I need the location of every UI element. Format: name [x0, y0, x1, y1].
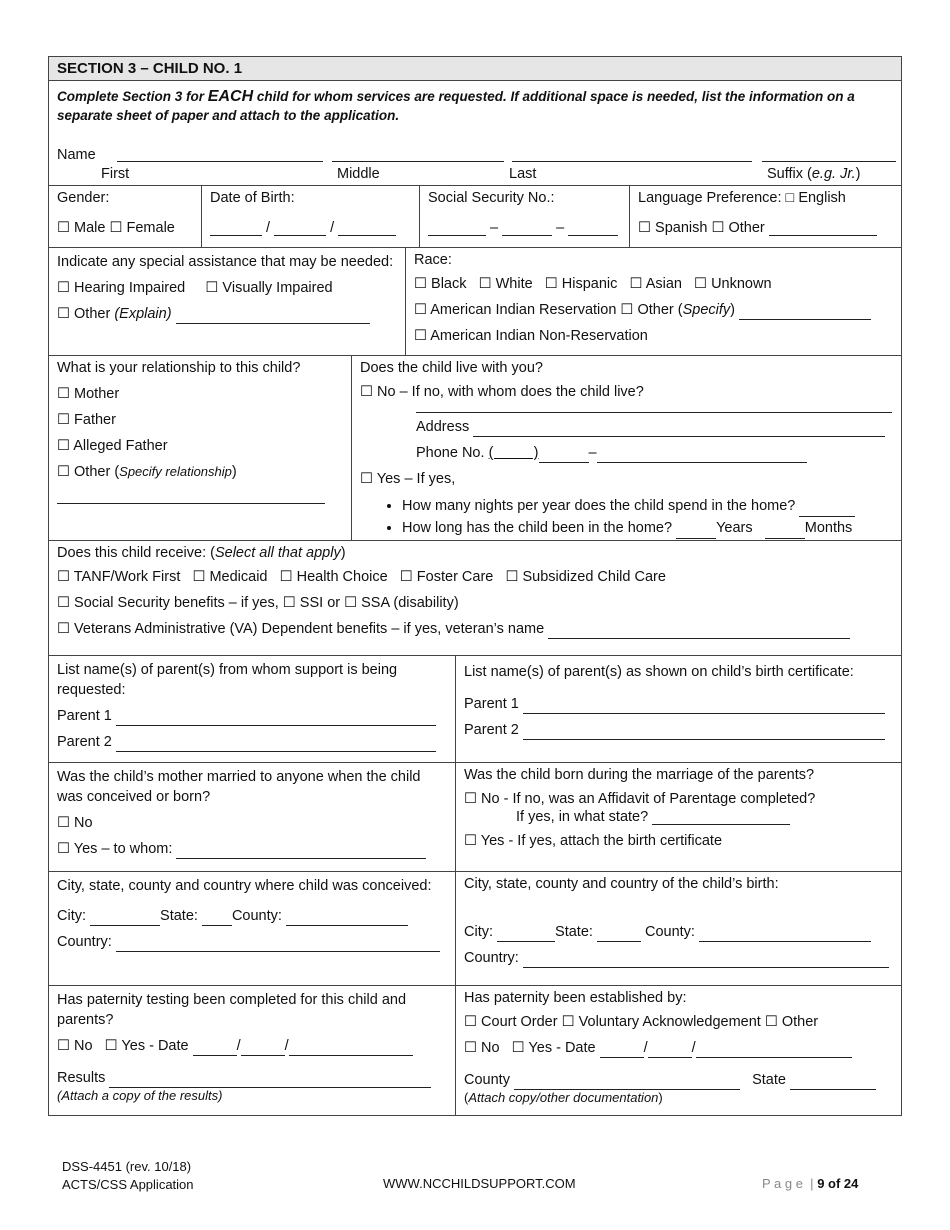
page-number: P a g e | 9 of 24 — [762, 1176, 859, 1191]
testing-label: Has paternity testing been completed for this child and parents? — [57, 992, 407, 1028]
relationship-cell — [49, 356, 351, 540]
relationship-father[interactable]: ☐ Father — [57, 412, 116, 428]
ssn-cell — [419, 186, 629, 247]
relationship-other-field[interactable] — [57, 489, 325, 504]
suffix-field[interactable] — [762, 147, 896, 162]
dob-label: Date of Birth: — [210, 190, 295, 206]
born-marriage-cell — [455, 763, 901, 871]
race-options-1[interactable]: ☐ Black ☐ White ☐ Hispanic ☐ Asian ☐ Unknown — [414, 276, 772, 292]
conceived-city-state-county[interactable]: City: State: County: — [57, 906, 447, 926]
bornmarriage-label: Was the child born during the marriage of the parents? — [464, 767, 815, 783]
paternity-established-cell — [455, 986, 901, 1115]
phone-field[interactable]: Phone No. ( ) – — [416, 443, 893, 463]
established-label: Has paternity been established by: — [464, 990, 687, 1006]
gender-options[interactable]: ☐ Male ☐ Female — [57, 220, 175, 236]
support-parents-cell — [49, 656, 455, 762]
dob-field[interactable]: / / — [210, 220, 411, 236]
lives-label: Does the child live with you? — [360, 360, 543, 376]
special-assistance-cell — [49, 248, 405, 355]
established-methods[interactable]: ☐ Court Order ☐ Voluntary Acknowledgement ☐ Other — [464, 1014, 819, 1030]
duration-question[interactable]: • How long has the child been in the home? Years Months — [402, 517, 893, 539]
first-name-field[interactable] — [117, 147, 323, 162]
birth-cert-parents-cell — [455, 656, 901, 762]
bornmarriage-no[interactable]: ☐ No - If no, was an Affidavit of Parentage completed? — [464, 791, 816, 807]
birth-location-cell — [455, 872, 901, 985]
race-options-3[interactable]: ☐ American Indian Non-Reservation — [414, 328, 648, 344]
dob-cell — [201, 186, 419, 247]
last-name-field[interactable] — [512, 147, 752, 162]
conceived-label: City, state, county and country where child was conceived: — [57, 878, 432, 894]
suffix-caption: Suffix (e.g. Jr.) — [767, 166, 861, 182]
address-field[interactable]: Address — [416, 417, 893, 437]
support-parent-1[interactable]: Parent 1 — [57, 706, 447, 726]
birthplace-label: City, state, county and country of the child’s birth: — [464, 876, 779, 892]
lives-yes-questions — [360, 495, 893, 539]
ssn-field[interactable]: – – — [428, 220, 621, 236]
relationship-mother[interactable]: ☐ Mother — [57, 386, 120, 402]
ssn-label: Social Security No.: — [428, 190, 555, 206]
race-options-2[interactable]: ☐ American Indian Reservation ☐ Other (Specify) — [414, 300, 893, 320]
lives-no[interactable]: ☐ No – If no, with whom does the child live? — [360, 384, 644, 400]
gender-label: Gender: — [57, 190, 110, 206]
last-caption: Last — [509, 166, 537, 182]
birthcert-parent-1[interactable]: Parent 1 — [464, 694, 893, 714]
benefits-options-2[interactable]: ☐ Social Security benefits – if yes, ☐ SSI or ☐ SSA (disability) — [57, 595, 459, 611]
name-block — [49, 80, 901, 185]
first-caption: First — [101, 166, 130, 182]
special-options[interactable]: ☐ Hearing Impaired ☐ Visually Impaired — [57, 280, 333, 296]
birthcert-label: List name(s) of parent(s) as shown on child’s birth certificate: — [464, 664, 854, 680]
conceived-location-cell — [49, 872, 455, 985]
established-options[interactable]: ☐ No ☐ Yes - Date / / — [464, 1038, 893, 1058]
testing-note: (Attach a copy of the results) — [57, 1088, 223, 1103]
birth-country[interactable]: Country: — [464, 948, 893, 968]
married-no[interactable]: ☐ No — [57, 815, 93, 831]
special-label: Indicate any special assistance that may be needed: — [57, 254, 394, 270]
race-label: Race: — [414, 252, 452, 268]
child-section-form — [48, 56, 902, 1116]
section-title: SECTION 3 – CHILD NO. 1 — [49, 57, 901, 80]
application-name: ACTS/CSS Application — [62, 1177, 194, 1192]
benefits-options-3[interactable]: ☐ Veterans Administrative (VA) Dependent benefits – if yes, veteran’s name — [57, 619, 893, 639]
nights-question[interactable]: • How many nights per year does the child spend in the home? — [402, 495, 893, 517]
support-label: List name(s) of parent(s) from whom support is being requested: — [57, 662, 398, 698]
footer-left — [62, 1158, 194, 1194]
english-checkbox[interactable]: □ English — [785, 190, 846, 206]
birthcert-parent-2[interactable]: Parent 2 — [464, 720, 893, 740]
name-label: Name — [57, 147, 96, 163]
married-label: Was the child’s mother married to anyone when the child was conceived or born? — [57, 769, 421, 805]
whom-field[interactable] — [416, 412, 892, 413]
lives-yes[interactable]: ☐ Yes – If yes, — [360, 471, 456, 487]
bornmarriage-yes[interactable]: ☐ Yes - If yes, attach the birth certificate — [464, 833, 723, 849]
language-options[interactable]: ☐ Spanish ☐ Other — [638, 220, 893, 236]
relationship-label: What is your relationship to this child? — [57, 360, 301, 376]
testing-results[interactable]: Results — [57, 1068, 447, 1088]
middle-caption: Middle — [337, 166, 380, 182]
benefits-label: Does this child receive: (Select all that apply) — [57, 545, 346, 561]
race-cell — [405, 248, 901, 355]
testing-options[interactable]: ☐ No ☐ Yes - Date / / — [57, 1036, 447, 1056]
middle-name-field[interactable] — [332, 147, 504, 162]
established-note: (Attach copy/other documentation) — [464, 1090, 663, 1105]
support-parent-2[interactable]: Parent 2 — [57, 732, 447, 752]
conceived-country[interactable]: Country: — [57, 932, 447, 952]
established-county-state[interactable]: County State — [464, 1070, 893, 1090]
special-other[interactable]: ☐ Other (Explain) — [57, 304, 397, 324]
relationship-alleged-father[interactable]: ☐ Alleged Father — [57, 438, 168, 454]
benefits-cell — [49, 541, 901, 655]
lives-with-cell — [351, 356, 901, 540]
paternity-testing-cell — [49, 986, 455, 1115]
benefits-options-1[interactable]: ☐ TANF/Work First ☐ Medicaid ☐ Health Choice ☐ Foster Care ☐ Subsidized Child Care — [57, 569, 666, 585]
gender-cell — [49, 186, 201, 247]
language-cell — [629, 186, 901, 247]
married-yes[interactable]: ☐ Yes – to whom: — [57, 839, 447, 859]
footer-url: WWW.NCCHILDSUPPORT.COM — [383, 1176, 576, 1191]
form-number: DSS-4451 (rev. 10/18) — [62, 1159, 192, 1174]
mother-married-cell — [49, 763, 455, 871]
birth-city-state-county[interactable]: City: State: County: — [464, 922, 893, 942]
language-label: Language Preference: □ English — [638, 190, 846, 206]
section-instructions: Complete Section 3 for EACH child for whom services are requested. If additional space is needed, list the information on a separate sheet of paper and attach to the application. — [57, 88, 855, 123]
relationship-other[interactable]: ☐ Other (Specify relationship) — [57, 464, 237, 480]
affidavit-state[interactable]: If yes, in what state? — [516, 809, 893, 825]
